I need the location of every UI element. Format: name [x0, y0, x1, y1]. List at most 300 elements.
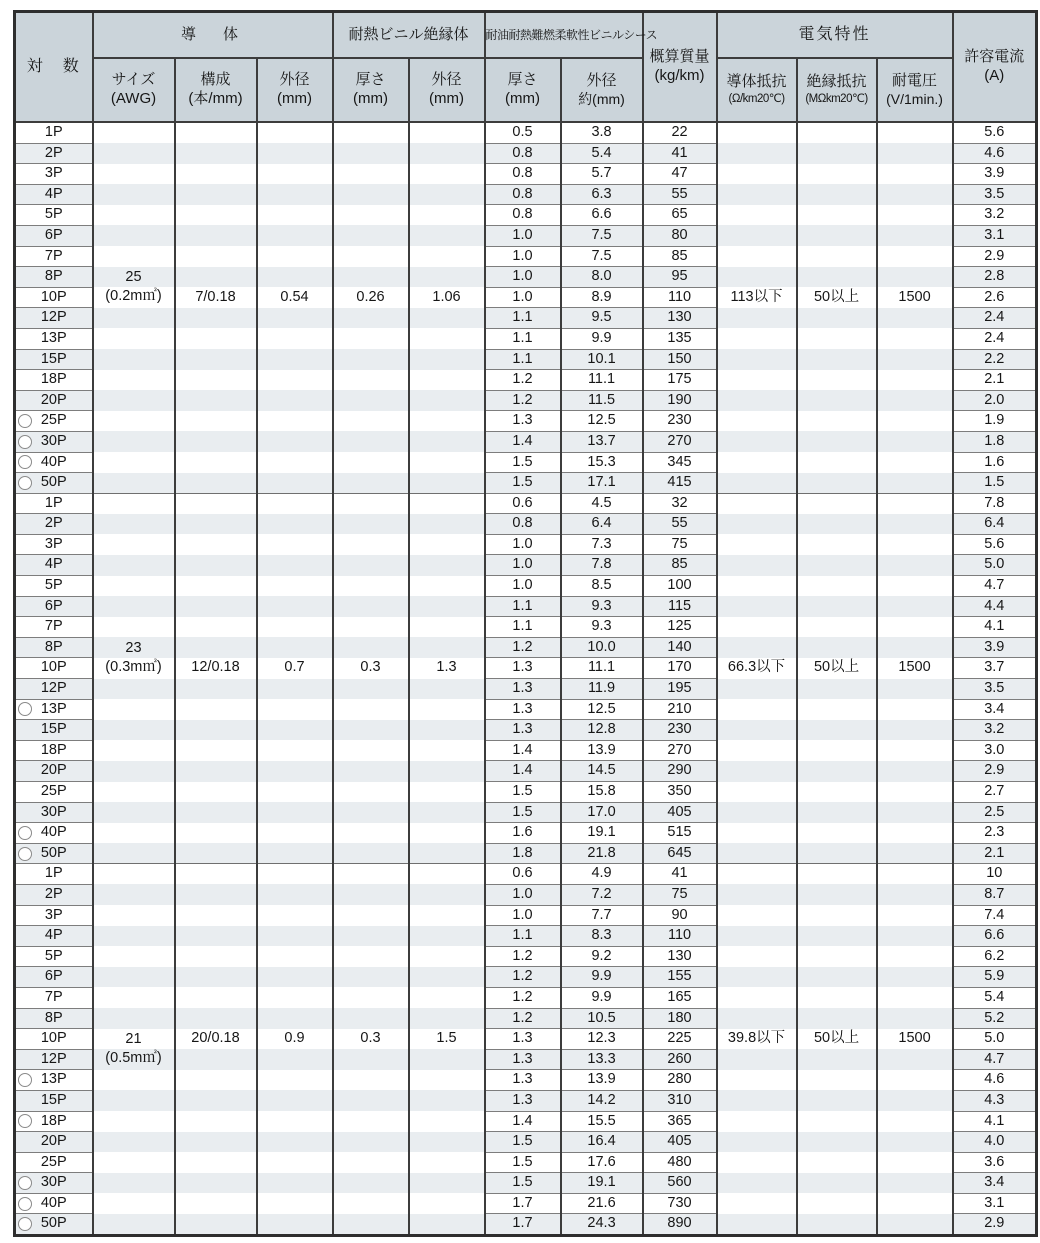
conductor-resistance-cell	[717, 452, 797, 473]
allowable-current-cell: 5.0	[953, 1029, 1037, 1050]
allowable-current-cell: 4.1	[953, 617, 1037, 638]
awg-size-cell	[93, 1111, 175, 1132]
sheath-thickness-cell: 1.1	[485, 349, 561, 370]
stranding-cell	[175, 328, 257, 349]
awg-size-cell	[93, 1070, 175, 1091]
awg-size-cell	[93, 205, 175, 226]
sheath-thickness-cell: 1.0	[485, 555, 561, 576]
stranding-cell	[175, 761, 257, 782]
table-row	[15, 843, 1037, 864]
insulation-od-cell	[409, 1090, 485, 1111]
withstand-voltage-cell	[877, 1090, 953, 1111]
insulation-thickness-cell	[333, 782, 409, 803]
conductor-resistance-cell	[717, 534, 797, 555]
insulation-thickness-cell	[333, 328, 409, 349]
stranding-cell	[175, 843, 257, 864]
pair-count-cell	[15, 596, 93, 617]
awg-size-cell	[93, 269, 175, 308]
conductor-resistance-cell	[717, 328, 797, 349]
pair-count-cell	[15, 390, 93, 411]
stranding-cell	[175, 946, 257, 967]
approx-mass-cell: 515	[643, 823, 717, 844]
conductor-od-cell	[257, 184, 333, 205]
table-row	[15, 782, 1037, 803]
awg-size-cell	[93, 370, 175, 391]
conductor-od-cell	[257, 514, 333, 535]
approx-mass-cell: 155	[643, 967, 717, 988]
stranding-cell	[175, 184, 257, 205]
awg-size-cell	[93, 514, 175, 535]
approx-mass-cell: 270	[643, 740, 717, 761]
stranding-cell	[175, 576, 257, 597]
withstand-voltage-cell	[877, 431, 953, 452]
approx-mass-cell: 415	[643, 473, 717, 494]
sheath-od-cell: 13.9	[561, 1070, 643, 1091]
pair-count-cell	[15, 164, 93, 185]
allowable-current-cell: 2.2	[953, 349, 1037, 370]
insulation-resistance-cell	[797, 328, 877, 349]
sheath-thickness-cell: 1.3	[485, 1049, 561, 1070]
sheath-od-cell: 16.4	[561, 1132, 643, 1153]
pair-count-cell	[15, 1193, 93, 1214]
awg-size-cell	[93, 473, 175, 494]
insulation-resistance-cell	[797, 1049, 877, 1070]
insulation-thickness-cell	[333, 864, 409, 885]
allowable-current-cell: 2.9	[953, 1214, 1037, 1236]
table-row	[15, 308, 1037, 329]
allowable-current-cell: 6.4	[953, 514, 1037, 535]
sheath-thickness-cell: 1.0	[485, 576, 561, 597]
insulation-od-cell	[409, 617, 485, 638]
pair-count-label: 30P	[40, 432, 67, 449]
insulation-thickness-cell	[333, 926, 409, 947]
sheath-thickness-cell: 1.4	[485, 431, 561, 452]
table-row	[15, 473, 1037, 494]
approx-mass-cell: 41	[643, 864, 717, 885]
insulation-thickness-cell	[333, 596, 409, 617]
approx-mass-cell: 150	[643, 349, 717, 370]
pair-count-cell	[15, 225, 93, 246]
awg-size-cell	[93, 493, 175, 514]
insulation-thickness-cell	[333, 390, 409, 411]
pair-count-cell	[15, 370, 93, 391]
sheath-thickness-cell: 1.1	[485, 617, 561, 638]
pair-count-cell	[15, 122, 93, 143]
stranding-cell	[175, 679, 257, 700]
insulation-thickness-cell	[333, 884, 409, 905]
col-header-conductor-resistance: 導体抵抗 (Ω/km20℃)	[717, 58, 797, 122]
sheath-od-cell: 9.9	[561, 987, 643, 1008]
circle-marker-icon	[18, 1073, 32, 1087]
insulation-thickness-cell	[333, 637, 409, 658]
pair-count-cell	[15, 864, 93, 885]
sheath-thickness-cell: 1.0	[485, 225, 561, 246]
sheath-od-cell: 10.1	[561, 349, 643, 370]
pair-count-label: 18P	[40, 371, 67, 388]
withstand-voltage-cell: 1500	[877, 1029, 953, 1050]
insulation-thickness-cell	[333, 1111, 409, 1132]
conductor-resistance-cell	[717, 1152, 797, 1173]
insulation-od-cell	[409, 761, 485, 782]
insulation-thickness-cell	[333, 555, 409, 576]
withstand-voltage-cell	[877, 843, 953, 864]
table-row	[15, 246, 1037, 267]
sheath-od-cell: 7.3	[561, 534, 643, 555]
stranding-cell	[175, 740, 257, 761]
insulation-resistance-cell	[797, 720, 877, 741]
stranding-cell	[175, 987, 257, 1008]
awg-size-cell	[93, 720, 175, 741]
withstand-voltage-cell	[877, 370, 953, 391]
sheath-od-cell: 17.0	[561, 802, 643, 823]
table-row	[15, 287, 1037, 308]
insulation-thickness-cell	[333, 1193, 409, 1214]
pair-count-label: 10P	[40, 659, 67, 676]
awg-size-cell	[93, 639, 175, 679]
withstand-voltage-cell	[877, 596, 953, 617]
pair-count-label: 5P	[44, 206, 63, 223]
insulation-thickness-cell	[333, 802, 409, 823]
insulation-thickness-cell	[333, 143, 409, 164]
insulation-thickness-cell	[333, 1132, 409, 1153]
allowable-current-cell: 6.6	[953, 926, 1037, 947]
pair-count-cell	[15, 905, 93, 926]
sheath-od-cell: 8.9	[561, 287, 643, 308]
insulation-thickness-cell	[333, 823, 409, 844]
approx-mass-cell: 75	[643, 884, 717, 905]
sheath-thickness-cell: 0.8	[485, 184, 561, 205]
circle-marker-icon	[18, 435, 32, 449]
insulation-thickness-cell	[333, 308, 409, 329]
table-row	[15, 534, 1037, 555]
conductor-od-cell	[257, 576, 333, 597]
insulation-thickness-cell	[333, 740, 409, 761]
insulation-resistance-cell	[797, 431, 877, 452]
conductor-od-cell	[257, 782, 333, 803]
circle-marker-icon	[18, 1197, 32, 1211]
table-row	[15, 1132, 1037, 1153]
col-header-insulation-resistance: 絶縁抵抗 (MΩkm20℃)	[797, 58, 877, 122]
spec-block	[15, 493, 1037, 864]
insulation-thickness-cell	[333, 967, 409, 988]
insulation-resistance-cell	[797, 411, 877, 432]
pair-count-label: 18P	[40, 741, 67, 758]
conductor-resistance-cell	[717, 679, 797, 700]
sheath-thickness-cell: 1.2	[485, 1008, 561, 1029]
insulation-thickness-cell	[333, 1173, 409, 1194]
insulation-thickness-cell: 0.3	[333, 1029, 409, 1050]
insulation-thickness-cell	[333, 452, 409, 473]
withstand-voltage-cell	[877, 1049, 953, 1070]
sheath-od-cell: 7.7	[561, 905, 643, 926]
sheath-thickness-cell: 1.1	[485, 926, 561, 947]
sheath-thickness-cell: 1.1	[485, 328, 561, 349]
conductor-od-cell	[257, 1049, 333, 1070]
table-row	[15, 720, 1037, 741]
sheath-od-cell: 11.9	[561, 679, 643, 700]
insulation-od-cell	[409, 1049, 485, 1070]
conductor-resistance-cell	[717, 1070, 797, 1091]
pair-count-label: 10P	[40, 288, 67, 305]
insulation-od-cell	[409, 1193, 485, 1214]
pair-count-label: 2P	[44, 515, 63, 532]
awg-size-sqmm: (0.5m㎡)	[105, 1050, 162, 1067]
sheath-thickness-cell: 1.3	[485, 1029, 561, 1050]
stranding-cell	[175, 431, 257, 452]
withstand-voltage-cell	[877, 493, 953, 514]
approx-mass-cell: 225	[643, 1029, 717, 1050]
approx-mass-cell: 890	[643, 1214, 717, 1236]
stranding-cell	[175, 267, 257, 288]
insulation-od-cell: 1.3	[409, 658, 485, 679]
withstand-voltage-cell	[877, 699, 953, 720]
table-row	[15, 967, 1037, 988]
conductor-od-cell	[257, 987, 333, 1008]
col-header-withstand-voltage: 耐電圧 (V/1min.)	[877, 58, 953, 122]
pair-count-label: 18P	[40, 1112, 67, 1129]
insulation-od-cell	[409, 349, 485, 370]
sheath-od-cell: 3.8	[561, 122, 643, 143]
allowable-current-cell: 2.9	[953, 246, 1037, 267]
allowable-current-cell: 3.4	[953, 699, 1037, 720]
approx-mass-cell: 280	[643, 1070, 717, 1091]
conductor-resistance-cell	[717, 411, 797, 432]
pair-count-label: 6P	[44, 597, 63, 614]
stranding-cell	[175, 514, 257, 535]
withstand-voltage-cell	[877, 761, 953, 782]
table-row	[15, 328, 1037, 349]
conductor-resistance-cell	[717, 761, 797, 782]
pair-count-cell	[15, 823, 93, 844]
allowable-current-cell: 2.4	[953, 308, 1037, 329]
pair-count-cell	[15, 576, 93, 597]
insulation-od-cell	[409, 184, 485, 205]
withstand-voltage-cell	[877, 411, 953, 432]
conductor-resistance-cell	[717, 514, 797, 535]
pair-count-label: 5P	[44, 577, 63, 594]
stranding-cell	[175, 1090, 257, 1111]
approx-mass-cell: 130	[643, 308, 717, 329]
insulation-thickness-cell	[333, 431, 409, 452]
conductor-od-cell	[257, 967, 333, 988]
awg-size-cell	[93, 782, 175, 803]
stranding-cell	[175, 782, 257, 803]
insulation-od-cell	[409, 452, 485, 473]
insulation-thickness-cell	[333, 1049, 409, 1070]
pair-count-label: 4P	[44, 556, 63, 573]
pair-count-cell	[15, 802, 93, 823]
sheath-thickness-cell: 1.2	[485, 967, 561, 988]
withstand-voltage-cell	[877, 740, 953, 761]
withstand-voltage-cell	[877, 864, 953, 885]
sheath-od-cell: 9.5	[561, 308, 643, 329]
sheath-od-cell: 15.8	[561, 782, 643, 803]
awg-size-cell	[93, 596, 175, 617]
insulation-thickness-cell	[333, 1070, 409, 1091]
awg-size-cell	[93, 1214, 175, 1236]
pair-count-label: 1P	[44, 124, 63, 140]
awg-size-cell	[93, 308, 175, 329]
awg-size-cell	[93, 905, 175, 926]
allowable-current-cell: 2.5	[953, 802, 1037, 823]
sheath-od-cell: 11.1	[561, 658, 643, 679]
allowable-current-cell: 3.9	[953, 637, 1037, 658]
approx-mass-cell: 190	[643, 390, 717, 411]
pair-count-cell	[15, 1049, 93, 1070]
table-row	[15, 823, 1037, 844]
insulation-od-cell	[409, 534, 485, 555]
approx-mass-cell: 310	[643, 1090, 717, 1111]
withstand-voltage-cell	[877, 328, 953, 349]
table-row	[15, 884, 1037, 905]
insulation-resistance-cell: 50以上	[797, 287, 877, 308]
pair-count-cell	[15, 1132, 93, 1153]
stranding-cell	[175, 967, 257, 988]
approx-mass-cell: 270	[643, 431, 717, 452]
conductor-od-cell	[257, 349, 333, 370]
pair-count-cell	[15, 411, 93, 432]
pair-count-label: 4P	[44, 185, 63, 202]
sheath-od-cell: 17.6	[561, 1152, 643, 1173]
stranding-cell	[175, 122, 257, 143]
insulation-od-cell	[409, 122, 485, 143]
table-row	[15, 1090, 1037, 1111]
conductor-od-cell: 0.7	[257, 658, 333, 679]
approx-mass-cell: 65	[643, 205, 717, 226]
circle-marker-icon	[18, 826, 32, 840]
approx-mass-cell: 210	[643, 699, 717, 720]
sheath-thickness-cell: 0.8	[485, 514, 561, 535]
stranding-cell	[175, 1132, 257, 1153]
conductor-od-cell	[257, 534, 333, 555]
approx-mass-cell: 47	[643, 164, 717, 185]
conductor-resistance-cell	[717, 884, 797, 905]
awg-size-cell	[93, 1193, 175, 1214]
sheath-od-cell: 7.2	[561, 884, 643, 905]
sheath-thickness-cell: 1.0	[485, 905, 561, 926]
stranding-cell	[175, 802, 257, 823]
approx-mass-cell: 115	[643, 596, 717, 617]
insulation-thickness-cell	[333, 576, 409, 597]
table-row	[15, 390, 1037, 411]
table-row	[15, 926, 1037, 947]
table-row	[15, 761, 1037, 782]
insulation-resistance-cell	[797, 143, 877, 164]
allowable-current-cell: 3.2	[953, 205, 1037, 226]
approx-mass-cell: 85	[643, 555, 717, 576]
approx-mass-cell: 365	[643, 1111, 717, 1132]
pair-count-label: 40P	[40, 453, 67, 470]
allowable-current-cell: 3.5	[953, 184, 1037, 205]
allowable-current-cell: 2.1	[953, 370, 1037, 391]
pair-count-label: 40P	[40, 1194, 67, 1211]
awg-size-label	[105, 1030, 161, 1068]
insulation-resistance-cell	[797, 699, 877, 720]
conductor-resistance-cell	[717, 267, 797, 288]
pair-count-label: 5P	[44, 947, 63, 964]
insulation-od-cell	[409, 493, 485, 514]
awg-size-sqmm: (0.2m㎡)	[105, 288, 162, 305]
col-header-size-awg: サイズ (AWG)	[93, 58, 175, 122]
conductor-od-cell	[257, 1214, 333, 1236]
pair-count-cell	[15, 308, 93, 329]
conductor-resistance-cell	[717, 1173, 797, 1194]
conductor-resistance-cell	[717, 946, 797, 967]
table-row	[15, 555, 1037, 576]
sheath-od-cell: 9.9	[561, 967, 643, 988]
awg-size-cell	[93, 761, 175, 782]
conductor-resistance-cell	[717, 473, 797, 494]
insulation-thickness-cell	[333, 761, 409, 782]
withstand-voltage-cell	[877, 555, 953, 576]
sheath-thickness-cell: 1.8	[485, 843, 561, 864]
pair-count-cell	[15, 555, 93, 576]
conductor-od-cell	[257, 699, 333, 720]
sheath-thickness-cell: 1.3	[485, 699, 561, 720]
table-header	[15, 12, 1037, 123]
conductor-resistance-cell	[717, 1090, 797, 1111]
insulation-thickness-cell	[333, 987, 409, 1008]
withstand-voltage-cell	[877, 514, 953, 535]
approx-mass-cell: 125	[643, 617, 717, 638]
sheath-thickness-cell: 1.5	[485, 452, 561, 473]
insulation-thickness-cell	[333, 1214, 409, 1236]
sheath-od-cell: 6.6	[561, 205, 643, 226]
awg-size-cell	[93, 246, 175, 267]
sheath-thickness-cell: 1.4	[485, 761, 561, 782]
conductor-resistance-cell	[717, 720, 797, 741]
insulation-resistance-cell	[797, 514, 877, 535]
awg-size-cell	[93, 1029, 175, 1067]
insulation-od-cell	[409, 205, 485, 226]
pair-count-label: 2P	[44, 144, 63, 161]
stranding-cell	[175, 164, 257, 185]
sheath-od-cell: 6.3	[561, 184, 643, 205]
insulation-od-cell	[409, 782, 485, 803]
allowable-current-cell: 7.4	[953, 905, 1037, 926]
circle-marker-icon	[18, 1176, 32, 1190]
conductor-od-cell	[257, 884, 333, 905]
sheath-thickness-cell: 1.7	[485, 1214, 561, 1236]
table-row	[15, 205, 1037, 226]
sheath-thickness-cell: 1.5	[485, 1132, 561, 1153]
stranding-cell	[175, 143, 257, 164]
sheath-thickness-cell: 1.3	[485, 679, 561, 700]
conductor-od-cell	[257, 926, 333, 947]
stranding-cell	[175, 1049, 257, 1070]
withstand-voltage-cell	[877, 1070, 953, 1091]
insulation-thickness-cell	[333, 473, 409, 494]
withstand-voltage-cell	[877, 679, 953, 700]
sheath-thickness-cell: 1.2	[485, 946, 561, 967]
stranding-cell	[175, 1070, 257, 1091]
table-row	[15, 1214, 1037, 1236]
sheath-od-cell: 13.3	[561, 1049, 643, 1070]
insulation-od-cell	[409, 679, 485, 700]
col-header-sheath-thickness: 厚さ (mm)	[485, 58, 561, 122]
conductor-resistance-cell	[717, 905, 797, 926]
stranding-cell	[175, 617, 257, 638]
awg-size-cell	[93, 679, 175, 700]
insulation-resistance-cell	[797, 576, 877, 597]
withstand-voltage-cell	[877, 926, 953, 947]
conductor-resistance-cell	[717, 225, 797, 246]
withstand-voltage-cell	[877, 576, 953, 597]
awg-size-label	[105, 268, 161, 306]
awg-size-cell	[93, 1132, 175, 1153]
awg-size-cell	[93, 864, 175, 885]
insulation-resistance-cell	[797, 473, 877, 494]
